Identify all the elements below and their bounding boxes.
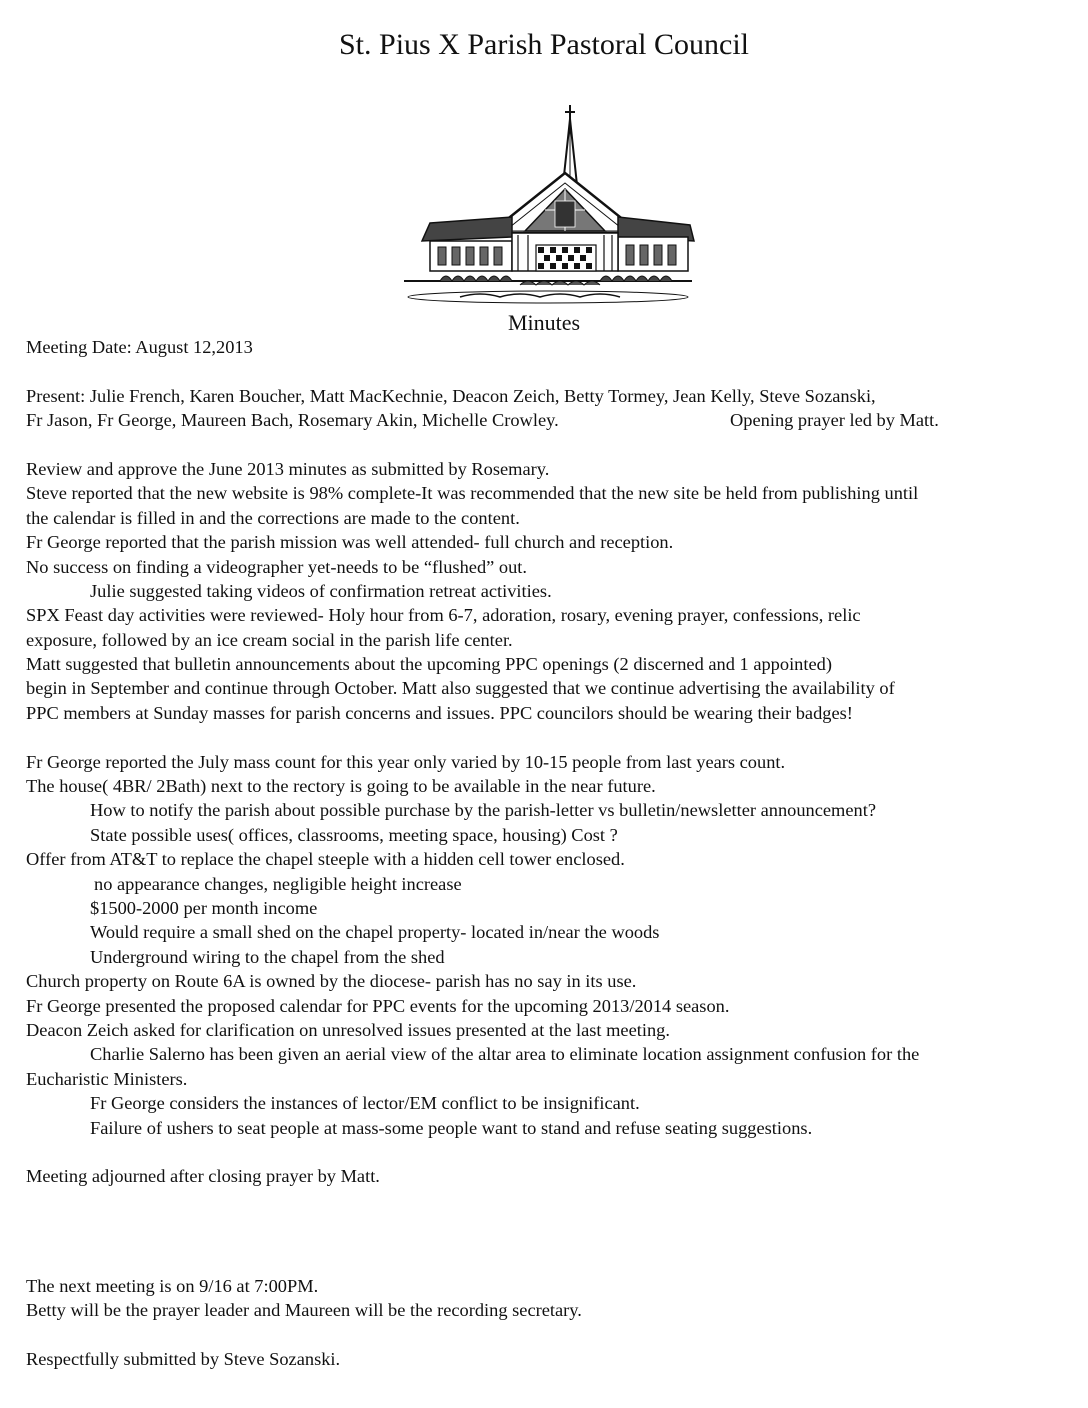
next-meeting: The next meeting is on 9/16 at 7:00PM. [26, 1276, 319, 1297]
paragraph-line: Church property on Route 6A is owned by the diocese- parish has no say in its use. [26, 971, 637, 992]
church-illustration [400, 105, 696, 317]
indented-note: Julie suggested taking videos of confirmation retreat activities. [90, 580, 552, 601]
paragraph-line: Fr George reported the July mass count for this year only varied by 10-15 people from last years count. [26, 751, 786, 772]
paragraph-line: SPX Feast day activities were reviewed- Holy hour from 6-7, adoration, rosary, evening prayer, confessions, relic [26, 605, 861, 626]
present-line-1: Present: Julie French, Karen Boucher, Matt MacKechnie, Deacon Zeich, Betty Tormey, Jean Kelly, Steve Sozanski, [26, 385, 876, 406]
signature-line: Respectfully submitted by Steve Sozanski. [26, 1349, 341, 1370]
indented-note: Underground wiring to the chapel from the shed [90, 946, 445, 967]
paragraph-line: exposure, followed by an ice cream social in the parish life center. [26, 629, 513, 650]
document-title: St. Pius X Parish Pastoral Council [338, 28, 750, 61]
indented-note: no appearance changes, negligible height increase [94, 873, 462, 894]
paragraph-line: Matt suggested that bulletin announcements about the upcoming PPC openings (2 discerned and 1 appointed) [26, 654, 832, 675]
paragraph-line: No success on finding a videographer yet-needs to be “flushed” out. [26, 556, 527, 577]
indented-note: Fr George considers the instances of lector/EM conflict to be insignificant. [90, 1093, 640, 1114]
paragraph-line: Offer from AT&T to replace the chapel steeple with a hidden cell tower enclosed. [26, 849, 625, 870]
meeting-date: Meeting Date: August 12,2013 [26, 337, 253, 357]
opening-prayer: Opening prayer led by Matt. [730, 410, 939, 431]
indented-note: How to notify the parish about possible purchase by the parish-letter vs bulletin/newsletter announcement? [90, 800, 876, 821]
present-names: Fr Jason, Fr George, Maureen Bach, Rosemary Akin, Michelle Crowley. [26, 410, 559, 431]
indented-note: Charlie Salerno has been given an aerial view of the altar area to eliminate location assignment confusion for the [90, 1044, 920, 1065]
paragraph-line: Steve reported that the new website is 98% complete-It was recommended that the new site be held from publishing until [26, 483, 919, 504]
paragraph-line: Fr George reported that the parish mission was well attended- full church and reception. [26, 532, 674, 553]
paragraph-line: Review and approve the June 2013 minutes as submitted by Rosemary. [26, 458, 550, 479]
paragraph-line: The house( 4BR/ 2Bath) next to the rectory is going to be available in the near future. [26, 776, 656, 797]
adjournment: Meeting adjourned after closing prayer by Matt. [26, 1166, 380, 1187]
paragraph-line: begin in September and continue through October. Matt also suggested that we continue advertising the availability of [26, 678, 895, 699]
paragraph-line: Fr George presented the proposed calendar for PPC events for the upcoming 2013/2014 season. [26, 995, 730, 1016]
indented-note: Failure of ushers to seat people at mass-some people want to stand and refuse seating suggestions. [90, 1117, 813, 1138]
paragraph-line: PPC members at Sunday masses for parish concerns and issues. PPC councilors should be wearing their badges! [26, 702, 853, 723]
indented-note: State possible uses( offices, classrooms, meeting space, housing) Cost ? [90, 824, 618, 845]
next-roles: Betty will be the prayer leader and Maureen will be the recording secretary. [26, 1300, 582, 1321]
indented-note: $1500-2000 per month income [90, 897, 318, 918]
paragraph-line: the calendar is filled in and the corrections are made to the content. [26, 507, 520, 528]
paragraph-line: Deacon Zeich asked for clarification on unresolved issues presented at the last meeting. [26, 1019, 670, 1040]
present-line-2 [26, 408, 1076, 432]
minutes-heading: Minutes [507, 310, 581, 335]
indented-note: Would require a small shed on the chapel property- located in/near the woods [90, 922, 660, 943]
minutes-body [26, 335, 1076, 1372]
paragraph-line: Eucharistic Ministers. [26, 1068, 188, 1089]
